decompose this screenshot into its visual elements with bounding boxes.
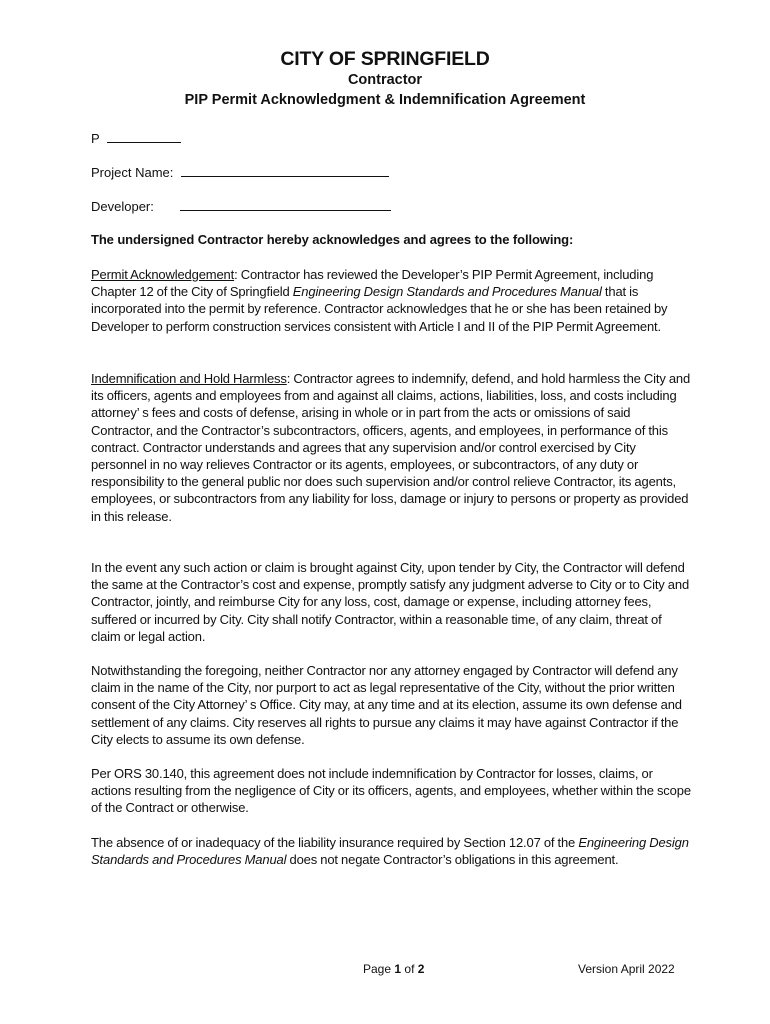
insurance-text-1: The absence of or inadequacy of the liability insurance required by Section 12.07 of the xyxy=(91,835,579,850)
insurance-manual-title: Engineering Design Standards and Procedures Manual xyxy=(91,835,689,868)
page-of-word: of xyxy=(404,962,415,976)
page-current: 1 xyxy=(394,962,402,976)
indemnification-paragraph xyxy=(91,370,691,525)
indemnification-text: : Contractor agrees to indemnify, defend, and hold harmless the City and its officers, agents and employees from and against all claims, actions, liabilities, loss, and costs including attorney’ s fees and costs of defense, arising in whole or in part from the acts or omissions of said Contractor, and the Contractor’s subcontractors, officers, agents, and employees, in performance of this contract. Contractor understands and agrees that any supervision and/or control exercised by City personnel in no way relieves Contractor or its agents, employees, or subcontractors, of any duty or responsibility to the general public nor does such supervision and/or control relieve Contractor, its agents, employees, or subcontractors from any liability for loss, damage or injury to persons or property as provided in this release. xyxy=(91,371,691,524)
permit-number-field xyxy=(91,130,181,147)
lead-statement: The undersigned Contractor hereby acknowledges and agrees to the following: xyxy=(91,232,574,247)
insurance-text-2: does not negate Contractor’s obligations in this agreement. xyxy=(286,852,619,868)
page-number xyxy=(363,962,424,976)
permit-acknowledgement-paragraph xyxy=(91,266,691,335)
project-name-blank xyxy=(181,164,389,177)
page-word: Page xyxy=(363,962,392,976)
insurance-paragraph xyxy=(91,834,691,868)
project-name-field xyxy=(91,164,389,181)
document-subtitle: Contractor xyxy=(347,72,423,88)
page-total: 2 xyxy=(417,962,425,976)
ors-paragraph: Per ORS 30.140, this agreement does not include indemnification by Contractor for losses, claims, or actions resulting from the negligence of City or its officers, agents, and employees, whether within the scope of the Contract or otherwise. xyxy=(91,766,691,816)
agreement-title: PIP Permit Acknowledgment & Indemnification Agreement xyxy=(184,92,586,108)
manual-title-ref: Engineering Design Standards and Procedures Manual xyxy=(292,284,602,300)
permit-acknowledgement-text-2: that is incorporated into the permit by reference. Contractor acknowledges that he or she has been retained by Developer to perform construction services consistent with Article I and II of the PIP Permit Agreement. xyxy=(91,284,668,334)
developer-label: Developer: xyxy=(91,199,154,214)
permit-acknowledgement-text-1: : Contractor has reviewed the Developer’s PIP Permit Agreement, including Chapter 12 of the City of Springfield xyxy=(91,267,654,300)
developer-blank xyxy=(180,198,391,211)
developer-field xyxy=(91,198,391,215)
event-paragraph: In the event any such action or claim is brought against City, upon tender by City, the Contractor will defend the same at the Contractor’s cost and expense, promptly satisfy any judgment adverse to City or to City and Contractor, jointly, and reimburse City for any loss, cost, damage or expense, including attorney fees, suffered or incurred by City. City shall notify Contractor, within a reasonable time, of any claim, threat of claim or legal action. xyxy=(91,560,690,644)
indemnification-heading: Indemnification and Hold Harmless xyxy=(91,371,287,386)
version-label: Version April 2022 xyxy=(578,962,675,976)
permit-number-label: P xyxy=(91,131,100,146)
notwithstanding-paragraph: Notwithstanding the foregoing, neither Contractor nor any attorney engaged by Contractor will defend any claim in the name of the City, nor purport to act as legal representative of the City, without the prior written consent of the City Attorney’ s Office. City may, at any time and at its election, assume its own defense and settlement of any claims. City reserves all rights to pursue any claims it may have against Contractor if the City elects to assume its own defense. xyxy=(91,663,682,747)
permit-acknowledgement-heading: Permit Acknowledgement xyxy=(91,267,235,282)
project-name-label: Project Name: xyxy=(91,165,174,180)
permit-number-blank xyxy=(107,130,181,143)
document-title: CITY OF SPRINGFIELD xyxy=(280,48,490,70)
